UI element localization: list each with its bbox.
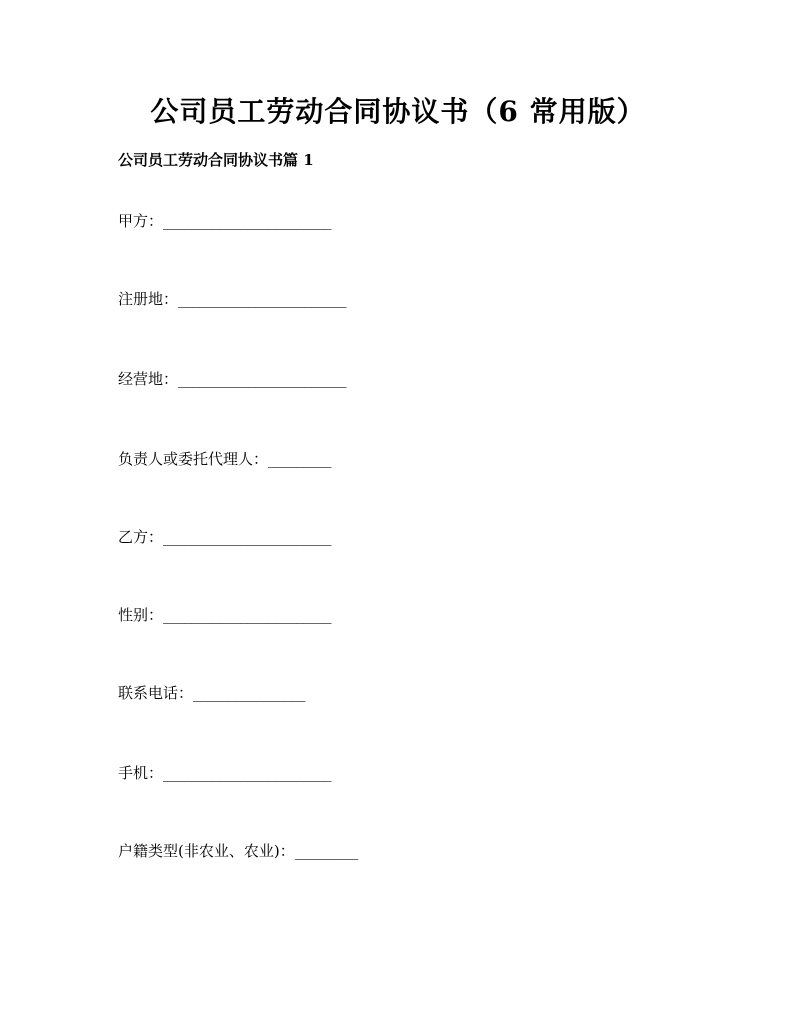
fill-in-blank: ________________ xyxy=(193,684,306,702)
fill-in-blank: ________________________ xyxy=(163,212,332,230)
fill-in-blank: _________ xyxy=(294,842,358,860)
field-label: 联系电话： xyxy=(118,684,194,702)
fill-in-blank: _________ xyxy=(268,450,332,468)
field-label: 经营地： xyxy=(118,370,179,388)
field-label: 乙方： xyxy=(118,528,164,546)
field-mobile xyxy=(118,763,331,783)
field-label: 手机： xyxy=(118,764,164,782)
field-representative xyxy=(118,449,331,469)
section-heading: 公司员工劳动合同协议书篇 1 xyxy=(118,151,314,169)
fill-in-blank: ________________________ xyxy=(163,606,332,624)
fill-in-blank: ________________________ xyxy=(178,290,347,308)
field-registered-address xyxy=(118,289,346,309)
fill-in-blank: ________________________ xyxy=(178,370,347,388)
field-phone xyxy=(118,683,305,703)
field-business-address xyxy=(118,369,346,389)
field-gender xyxy=(118,605,331,625)
field-label: 甲方： xyxy=(118,212,164,230)
field-label: 注册地： xyxy=(118,290,179,308)
field-household-type xyxy=(118,841,358,861)
fill-in-blank: ________________________ xyxy=(163,528,332,546)
field-label: 户籍类型(非农业、农业)： xyxy=(118,842,295,860)
field-label: 负责人或委托代理人： xyxy=(118,450,269,468)
field-party-b xyxy=(118,527,331,547)
field-party-a xyxy=(118,211,331,231)
page-title: 公司员工劳动合同协议书（6 常用版） xyxy=(150,95,646,128)
field-label: 性别： xyxy=(118,606,164,624)
fill-in-blank: ________________________ xyxy=(163,764,332,782)
